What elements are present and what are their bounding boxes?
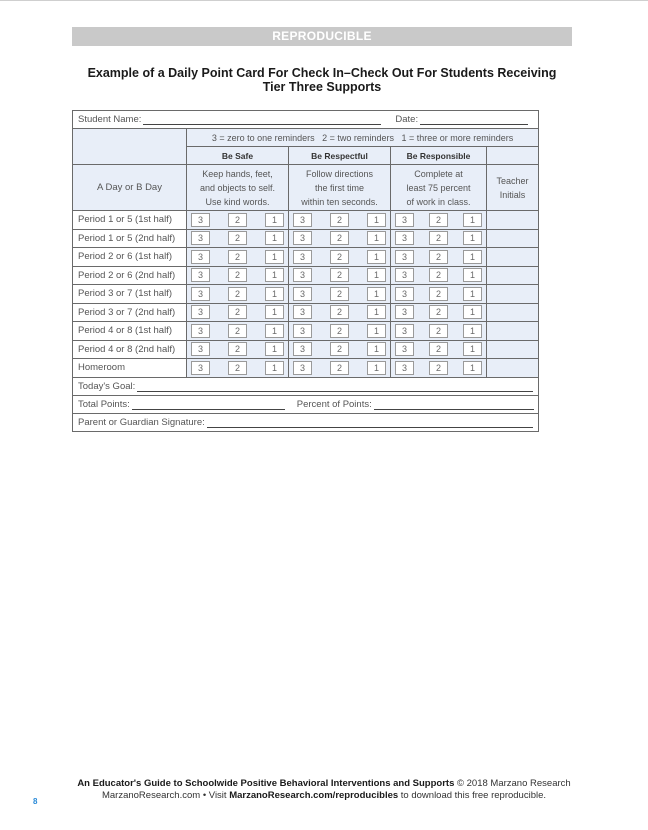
be-safe-desc-line: and objects to self. (199, 182, 276, 193)
teacher-initials-cell[interactable] (487, 266, 539, 285)
rating-box[interactable]: 3 (293, 250, 312, 264)
rating-box[interactable]: 3 (395, 305, 414, 319)
rating-box[interactable]: 1 (463, 361, 482, 375)
rating-boxes (391, 231, 486, 245)
top-rule (0, 0, 648, 1)
rating-group (187, 359, 289, 378)
rating-box[interactable]: 3 (293, 342, 312, 356)
rating-boxes (391, 268, 486, 282)
be-respectful-desc-line: the first time (314, 182, 364, 193)
book-title: An Educator's Guide to Schoolwide Positive Behavioral Interventions and Supports (77, 778, 455, 789)
points-row (73, 395, 539, 413)
rating-group (289, 285, 391, 304)
rating-box[interactable]: 2 (330, 342, 349, 356)
rating-boxes (391, 361, 486, 375)
rating-box[interactable]: 2 (330, 361, 349, 375)
rating-box[interactable]: 1 (463, 268, 482, 282)
rating-group (289, 359, 391, 378)
rating-box[interactable]: 2 (330, 324, 349, 338)
be-safe-header: Be Safe (187, 147, 289, 165)
reproducible-banner: REPRODUCIBLE (72, 27, 572, 46)
date-field[interactable] (420, 114, 528, 125)
rating-boxes (391, 213, 486, 227)
rating-boxes (289, 268, 390, 282)
rating-group (289, 266, 391, 285)
rating-group (187, 248, 289, 267)
be-responsible-description (391, 165, 487, 211)
rating-box[interactable]: 3 (293, 231, 312, 245)
rating-box[interactable]: 2 (429, 361, 448, 375)
rating-group (391, 266, 487, 285)
period-row (73, 211, 539, 230)
rating-box[interactable]: 2 (330, 305, 349, 319)
rating-boxes (187, 287, 288, 301)
rating-box[interactable]: 1 (463, 213, 482, 227)
rating-box[interactable]: 2 (429, 305, 448, 319)
rating-box[interactable]: 3 (395, 324, 414, 338)
rating-group (391, 359, 487, 378)
period-row (73, 340, 539, 359)
rating-box[interactable]: 2 (429, 287, 448, 301)
rating-box[interactable]: 3 (191, 231, 210, 245)
rating-box[interactable]: 2 (228, 213, 247, 227)
rating-box[interactable]: 2 (429, 342, 448, 356)
rating-group (187, 322, 289, 341)
percent-points-field[interactable] (374, 399, 534, 410)
rating-box[interactable]: 3 (191, 213, 210, 227)
signature-label: Parent or Guardian Signature: (78, 416, 205, 428)
rating-boxes (289, 342, 390, 356)
rating-boxes (187, 268, 288, 282)
rating-group (187, 340, 289, 359)
student-name-field[interactable] (143, 114, 381, 125)
footer-line-1 (60, 778, 588, 790)
rating-boxes (187, 342, 288, 356)
rating-box[interactable]: 1 (367, 305, 386, 319)
signature-field[interactable] (207, 417, 533, 428)
be-responsible-header: Be Responsible (391, 147, 487, 165)
rating-group (289, 229, 391, 248)
rating-box[interactable]: 2 (228, 268, 247, 282)
period-label: Period 3 or 7 (2nd half) (73, 303, 187, 322)
title-line-1: Example of a Daily Point Card For Check In–Check Out For Students Receiving (87, 66, 557, 80)
teacher-initials-cell[interactable] (487, 211, 539, 230)
todays-goal-row (73, 377, 539, 395)
rating-boxes (187, 324, 288, 338)
period-row (73, 285, 539, 304)
rating-group (289, 303, 391, 322)
rating-box[interactable]: 2 (330, 287, 349, 301)
rating-boxes (391, 305, 486, 319)
rating-box[interactable]: 1 (463, 342, 482, 356)
title-line-2: Tier Three Supports (262, 80, 382, 94)
period-label: Period 2 or 6 (2nd half) (73, 266, 187, 285)
rating-box[interactable]: 3 (293, 213, 312, 227)
total-points-label: Total Points: (78, 398, 130, 410)
page-number: 8 (33, 797, 38, 806)
rating-boxes (289, 305, 390, 319)
rating-box[interactable]: 2 (330, 250, 349, 264)
rating-group (289, 248, 391, 267)
copyright: © 2018 Marzano Research (454, 778, 571, 789)
student-name-row (73, 111, 539, 129)
rating-box[interactable]: 1 (463, 305, 482, 319)
period-label: Period 1 or 5 (2nd half) (73, 229, 187, 248)
rating-box[interactable]: 1 (367, 324, 386, 338)
rating-box[interactable]: 3 (191, 268, 210, 282)
teacher-initials-header (487, 165, 539, 211)
rating-boxes (187, 213, 288, 227)
rating-box[interactable]: 2 (228, 250, 247, 264)
page-footer (60, 778, 588, 802)
be-safe-description (187, 165, 289, 211)
rating-group (187, 266, 289, 285)
period-label: Period 4 or 8 (2nd half) (73, 340, 187, 359)
rating-boxes (187, 250, 288, 264)
period-row (73, 248, 539, 267)
period-row (73, 303, 539, 322)
teacher-initials-cell[interactable] (487, 303, 539, 322)
rating-box[interactable]: 2 (330, 213, 349, 227)
rating-box[interactable]: 1 (367, 213, 386, 227)
rating-box[interactable]: 2 (429, 268, 448, 282)
rating-group (289, 211, 391, 230)
rating-box[interactable]: 2 (228, 231, 247, 245)
rating-boxes (289, 231, 390, 245)
teacher-initials-line: Initials (499, 189, 526, 200)
blank-header-cell (73, 129, 187, 165)
rating-box[interactable]: 1 (265, 361, 284, 375)
be-respectful-description (289, 165, 391, 211)
rating-group (187, 211, 289, 230)
rating-box[interactable]: 1 (265, 213, 284, 227)
rating-box[interactable]: 3 (395, 213, 414, 227)
rating-group (391, 211, 487, 230)
rating-box[interactable]: 1 (367, 287, 386, 301)
rating-box[interactable]: 1 (463, 324, 482, 338)
rating-box[interactable]: 1 (265, 250, 284, 264)
rating-box[interactable]: 3 (395, 342, 414, 356)
period-row (73, 266, 539, 285)
rating-box[interactable]: 3 (191, 250, 210, 264)
rating-box[interactable]: 2 (429, 324, 448, 338)
signature-row (73, 413, 539, 431)
reproducibles-link[interactable]: MarzanoResearch.com/reproducibles (229, 790, 399, 801)
rating-box[interactable]: 2 (228, 287, 247, 301)
rating-box[interactable]: 3 (395, 287, 414, 301)
rating-box[interactable]: 1 (265, 231, 284, 245)
rating-box[interactable]: 3 (293, 287, 312, 301)
period-row (73, 229, 539, 248)
total-points-field[interactable] (132, 399, 285, 410)
be-respectful-desc-line: Follow directions (305, 168, 374, 179)
rating-boxes (187, 231, 288, 245)
rating-box[interactable]: 3 (191, 324, 210, 338)
descriptions-row (73, 165, 539, 211)
rating-box[interactable]: 1 (367, 250, 386, 264)
rating-boxes (289, 361, 390, 375)
rating-box[interactable]: 1 (367, 231, 386, 245)
rating-group (391, 322, 487, 341)
rating-box[interactable]: 3 (293, 324, 312, 338)
rating-box[interactable]: 2 (330, 268, 349, 282)
rating-group (391, 285, 487, 304)
rating-boxes (289, 213, 390, 227)
teacher-initials-cell[interactable] (487, 285, 539, 304)
percent-points-label: Percent of Points: (296, 398, 372, 410)
rating-box[interactable]: 1 (463, 250, 482, 264)
rating-box[interactable]: 3 (395, 231, 414, 245)
be-respectful-header: Be Respectful (289, 147, 391, 165)
period-row (73, 322, 539, 341)
rating-group (187, 229, 289, 248)
scale-row (73, 129, 539, 147)
period-label: Period 2 or 6 (1st half) (73, 248, 187, 267)
todays-goal-label: Today's Goal: (78, 380, 136, 392)
date-label: Date: (395, 114, 419, 125)
period-label: Homeroom (73, 359, 187, 378)
rating-box[interactable]: 2 (429, 231, 448, 245)
teacher-initials-cell[interactable] (487, 229, 539, 248)
rating-box[interactable]: 2 (429, 250, 448, 264)
rating-box[interactable]: 1 (265, 287, 284, 301)
rating-box[interactable]: 1 (265, 342, 284, 356)
rating-box[interactable]: 1 (367, 268, 386, 282)
day-label: A Day or B Day (73, 165, 187, 211)
rating-box[interactable]: 1 (367, 342, 386, 356)
rating-box[interactable]: 3 (191, 342, 210, 356)
page-title (72, 66, 572, 94)
rating-boxes (187, 305, 288, 319)
teacher-initials-cell[interactable] (487, 359, 539, 378)
rating-box[interactable]: 1 (463, 287, 482, 301)
be-safe-desc-line: Keep hands, feet, (202, 168, 273, 179)
daily-point-card (72, 110, 538, 436)
rating-box[interactable]: 3 (395, 268, 414, 282)
teacher-initials-cell[interactable] (487, 322, 539, 341)
rating-box[interactable]: 2 (228, 324, 247, 338)
rating-group (391, 340, 487, 359)
rating-boxes (391, 342, 486, 356)
rating-box[interactable]: 3 (395, 250, 414, 264)
rating-group (187, 303, 289, 322)
rating-boxes (289, 287, 390, 301)
be-respectful-desc-line: within ten seconds. (301, 196, 378, 207)
student-name-label: Student Name: (78, 114, 142, 125)
rating-box[interactable]: 3 (191, 305, 210, 319)
rating-boxes (289, 324, 390, 338)
rating-box[interactable]: 1 (265, 305, 284, 319)
todays-goal-field[interactable] (137, 381, 533, 392)
rating-box[interactable]: 3 (191, 361, 210, 375)
rating-boxes (289, 250, 390, 264)
rating-box[interactable]: 3 (293, 361, 312, 375)
rating-boxes (391, 324, 486, 338)
rating-box[interactable]: 2 (228, 361, 247, 375)
teacher-initials-line: Teacher (496, 175, 529, 186)
rating-group (289, 322, 391, 341)
period-label: Period 1 or 5 (1st half) (73, 211, 187, 230)
be-safe-desc-line: Use kind words. (205, 196, 270, 207)
point-card-table (72, 110, 539, 432)
site-text: MarzanoResearch.com • Visit (101, 790, 230, 801)
rating-box[interactable]: 2 (228, 342, 247, 356)
footer-line-2 (60, 790, 588, 802)
rating-box[interactable]: 1 (265, 324, 284, 338)
be-responsible-desc-line: Complete at (414, 168, 463, 179)
rating-box[interactable]: 2 (228, 305, 247, 319)
teacher-initials-cell[interactable] (487, 340, 539, 359)
rating-box[interactable]: 3 (395, 361, 414, 375)
rating-box[interactable]: 3 (191, 287, 210, 301)
rating-group (391, 248, 487, 267)
rating-box[interactable]: 2 (429, 213, 448, 227)
rating-group (289, 340, 391, 359)
rating-boxes (391, 250, 486, 264)
rating-box[interactable]: 2 (330, 231, 349, 245)
rating-box[interactable]: 3 (293, 268, 312, 282)
blank-initials-header (487, 147, 539, 165)
rating-boxes (187, 361, 288, 375)
rating-box[interactable]: 3 (293, 305, 312, 319)
teacher-initials-cell[interactable] (487, 248, 539, 267)
download-text: to download this free reproducible. (398, 790, 547, 801)
rating-box[interactable]: 1 (367, 361, 386, 375)
rating-box[interactable]: 1 (265, 268, 284, 282)
period-label: Period 4 or 8 (1st half) (73, 322, 187, 341)
period-label: Period 3 or 7 (1st half) (73, 285, 187, 304)
rating-group (391, 303, 487, 322)
rating-group (187, 285, 289, 304)
period-row (73, 359, 539, 378)
be-responsible-desc-line: least 75 percent (406, 182, 471, 193)
rating-box[interactable]: 1 (463, 231, 482, 245)
scale-legend: 3 = zero to one reminders 2 = two reminders 1 = three or more reminders (187, 129, 539, 147)
rating-group (391, 229, 487, 248)
be-responsible-desc-line: of work in class. (406, 196, 471, 207)
rating-boxes (391, 287, 486, 301)
